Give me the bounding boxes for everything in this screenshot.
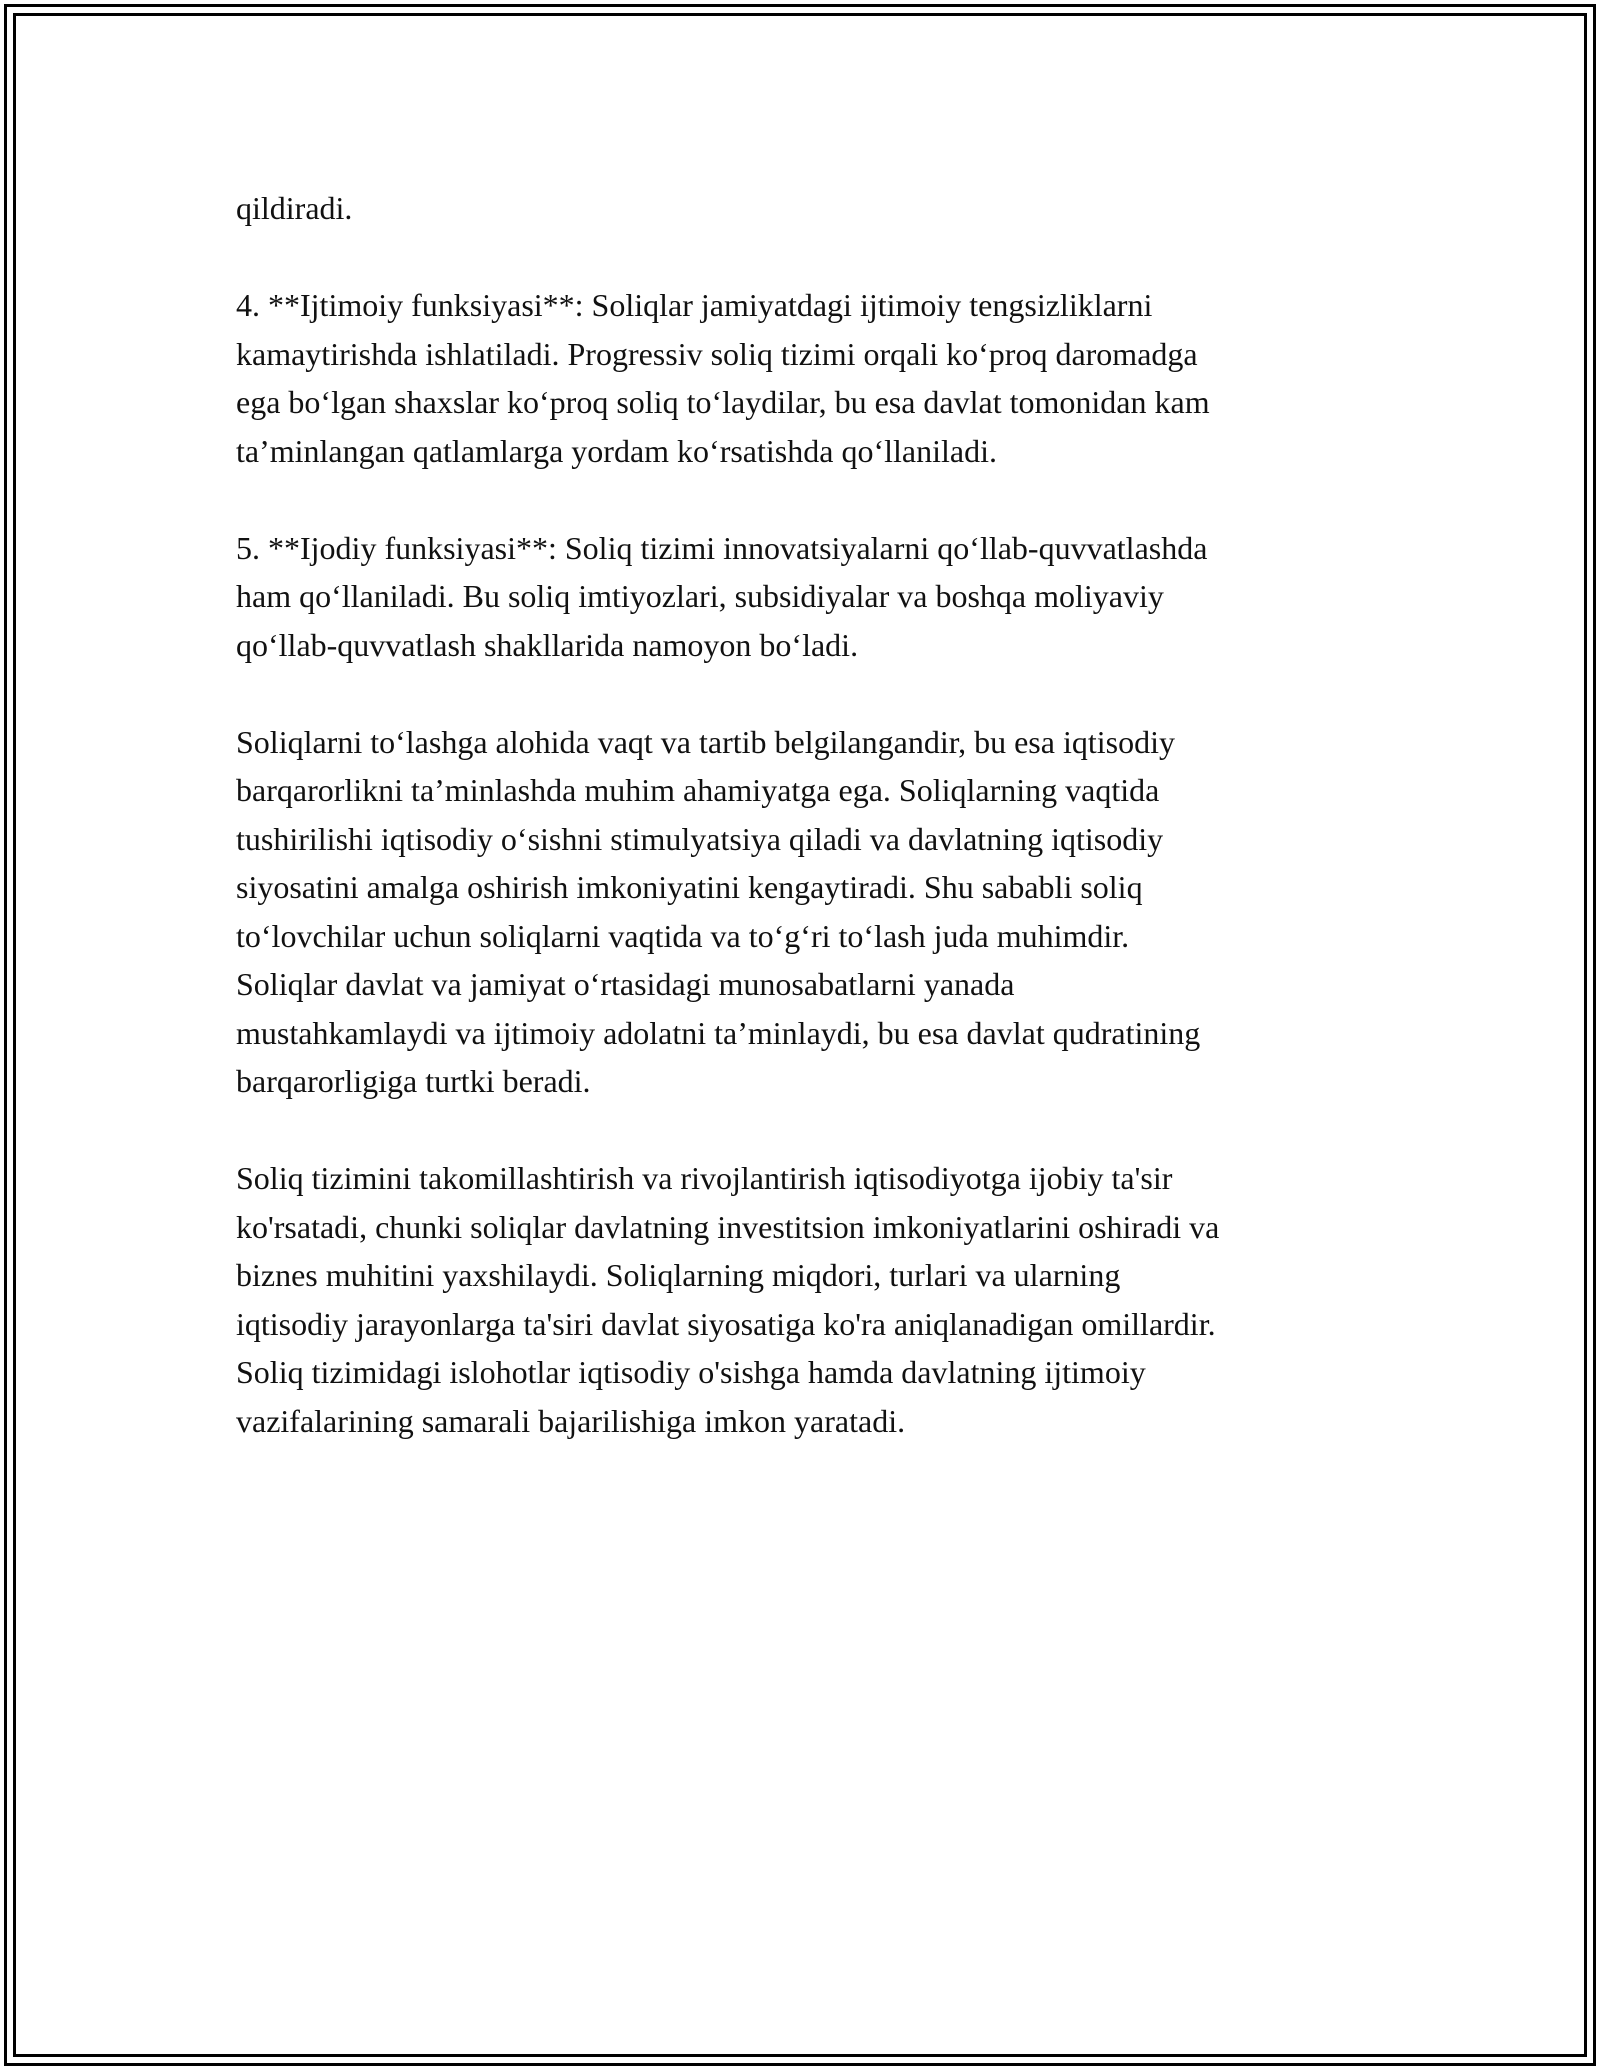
paragraph-continuation: qildiradi. bbox=[236, 190, 353, 226]
paragraph-tax-payment-timing: Soliqlarni toʻlashga alohida vaqt va tartib belgilangandir, bu esa iqtisodiy barqarorlikni taʼminlashda muhim ahamiyatga ega. Soliqlarning vaqtida tushirilishi iqtisodiy oʻsishni stimulyatsiya qiladi va davlatning iqtisodiy siyosatini amalga oshirish imkoniyatini kengaytiradi. Shu sababli soliq toʻlovchilar uchun soliqlarni vaqtida va toʻgʻri toʻlash juda muhimdir. Soliqlar davlat va jamiyat oʻrtasidagi munosabatlarni yanada mustahkamlaydi va ijtimoiy adolatni taʼminlaydi, bu esa davlat qudratining barqarorligiga turtki beradi. bbox=[236, 723, 1201, 1099]
paragraph-social-function: 4. **Ijtimoiy funksiyasi**: Soliqlar jamiyatdagi ijtimoiy tengsizliklarni kamaytirishda ishlatiladi. Progressiv soliq tizimi orqali koʻproq daromadga ega boʻlgan shaxslar koʻproq soliq toʻlaydilar, bu esa davlat tomonidan kam taʼminlangan qatlamlarga yordam koʻrsatishda qoʻllaniladi. bbox=[236, 287, 1210, 469]
paragraph-tax-system-improvement: Soliq tizimini takomillashtirish va rivojlantirish iqtisodiyotga ijobiy ta'sir ko'rsatadi, chunki soliqlar davlatning investitsion imkoniyatlarini oshiradi va biznes muhitini yaxshilaydi. Soliqlarning miqdori, turlari va ularning iqtisodiy jarayonlarga ta'siri davlat siyosatiga ko'ra aniqlanadigan omillardir. Soliq tizimidagi islohotlar iqtisodiy o'sishga hamda davlatning ijtimoiy vazifalarining samarali bajarilishiga imkon yaratadi. bbox=[236, 1160, 1220, 1439]
paragraph-creative-function: 5. **Ijodiy funksiyasi**: Soliq tizimi innovatsiyalarni qoʻllab-quvvatlashda ham qoʻllaniladi. Bu soliq imtiyozlari, subsidiyalar va boshqa moliyaviy qoʻllab-quvvatlash shakllarida namoyon boʻladi. bbox=[236, 529, 1208, 663]
document-body bbox=[236, 184, 1372, 1445]
